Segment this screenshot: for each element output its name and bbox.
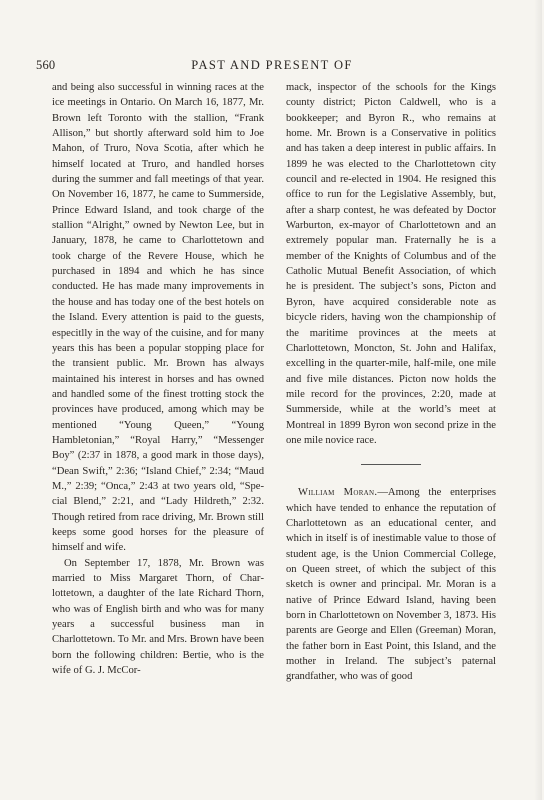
page-number: 560 — [36, 58, 56, 72]
right-column — [286, 80, 496, 685]
right-paragraph-1: mack, inspector of the schools for the Kings county district; Picton Caldwell, who is a bookkeeper; and Byron R., who remains at home. Mr. Brown is a Conservative in politics and has taken a deep interest in public affairs. In 1899 he was elected to the Charlottetown city council and re-elected in 1904. He resigned this office to run for the Legislative Assembly, but, after a sharp contest, he was defeated by Doctor Warburton, ex-mayor of Charlottetown and an extremely popular man. Fraternally he is a member of the Knights of Columbus and of the Catholic Mutual Benefit Association, of which he is president. The subject’s sons, Picton and Byron, have acquired considerable note as bicycle riders, having won the championship of the maritime provinces at the meets at Charlottetown, Moncton, St. John and Halifax, excelling in the quarter-mile, half-mile, one mile and five mile distances. Picton now holds the mile record for the provinces, 2:20, made at Summerside, while at the world’s meet at Montreal in 1899 Byron won second prize in the one mile novice race. — [286, 82, 496, 446]
right-paragraph-2 — [286, 485, 496, 684]
left-column — [52, 80, 264, 678]
running-title: PAST AND PRESENT OF — [191, 58, 353, 72]
left-paragraph-2: On September 17, 1878, Mr. Brown was married to Miss Margaret Thorn, of Charlottetown, a daughter of the late Richard Thorn, who was of English birth and who was for many years a successful business man in Charlottetown. To Mr. and Mrs. Brown have been born the following children: Bertie, who is the wife of G. J. McCor- — [52, 557, 264, 677]
page-header — [0, 58, 544, 78]
page-edge-shadow — [534, 0, 542, 800]
left-paragraph-1: and being also successful in winning races at the ice meetings in Ontario. On March 16, 1877, Mr. Brown left Toronto with the stallion, “Frank Allison,” but shortly afterward sold him to Joe Mahon, of Truro, Nova Scotia, after which he himself located at Truro, and handled horses during the summer and fall meetings of that year. On November 16, 1877, he came to Summerside, Prince Edward Island, and took charge of the stallion “Alright,” owned by Newton Lee, but in January, 1878, he came to Charlottetown and took charge of the Revere House, which he purchased in 1894 and which he has since conducted. He has made many improvements in the house and has today one of the best hotels on the Island. Every attention is paid to the guests, especitlly in the way of the cuisine, and for many years this has been a popular stopping place for the transient public. Mr. Brown has always maintained his interest in horses and has owned and handled some of the finest trotting stock the provinces have produced, among which may be mentioned “Young Queen,” “Young Hambletonian,” “Royal Harry,” “Messenger Boy” (2:37 in 1878, a good mark in those days), “Dean Swift,” 2:36; “Island Chief,” 2:34; “Maud M.,” 2:39; “Onca,” 2:43 at two years old, “Special Blend,” 2:21, and “Lady Hildreth,” 2:32. Though retired from race driving, Mr. Brown still keeps some good horses for the pleasure of himself and wife. — [52, 82, 264, 554]
section-divider — [361, 464, 421, 465]
biography-text: —Among the enterprises which have tended to enhance the reputation of Charlottetown as an educational center, and which in itself is of inestimable value to those of student age, is the Union Commercial College, on Queen street, of which the subject of this sketch is owner and principal. Mr. Moran is a native of Prince Edward Island, having been born in Charlottetown on November 3, 1873. His parents are George and Ellen (Greeman) Moran, the father born in East Point, this Island, and the mother in Ireland. The subject’s paternal grandfather, who was of good — [286, 487, 496, 683]
biography-name: William Moran. — [298, 487, 378, 499]
